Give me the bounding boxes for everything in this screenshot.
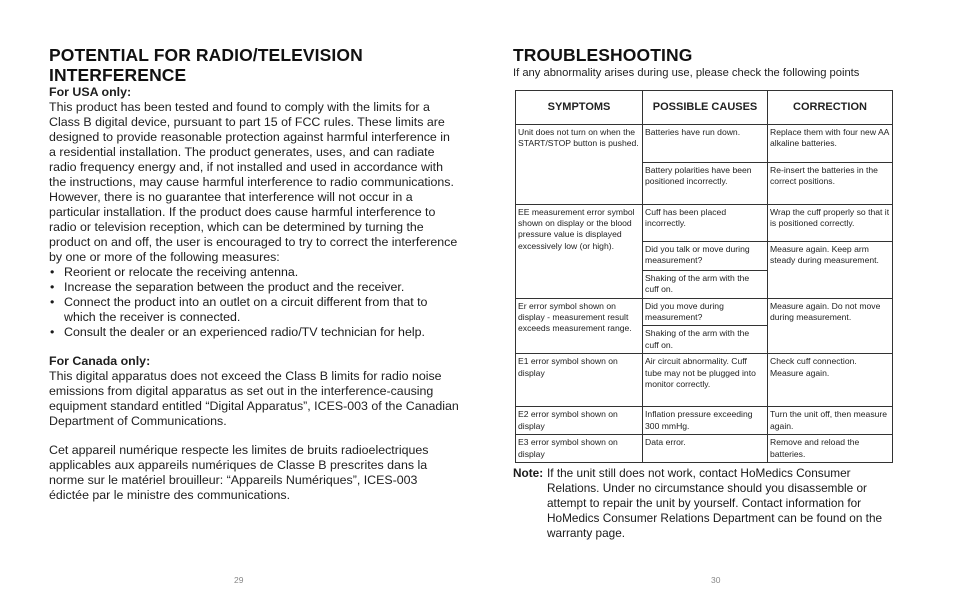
list-item: • Connect the product into an outlet on a circuit different from that to which the receiver is connected.	[49, 295, 459, 325]
symptom-cell: Unit does not turn on when the START/STOP button is pushed.	[516, 125, 643, 205]
canada-subhead: For Canada only:	[49, 354, 151, 368]
table-row	[516, 299, 893, 326]
header-possible-causes: POSSIBLE CAUSES	[643, 91, 768, 125]
correction-cell: Remove and reload the batteries.	[768, 435, 893, 463]
cause-cell: Shaking of the arm with the cuff on.	[643, 326, 768, 354]
correction-cell: Replace them with four new AA alkaline batteries.	[768, 125, 893, 163]
note	[513, 466, 893, 541]
usa-body: This product has been tested and found to comply with the limits for a Class B digital device, pursuant to part 15 of FCC rules. These limits are designed to provide reasonable protection against harmful interference in a residential installation. The product generates, uses, and can radiate radio frequency energy and, if not installed and used in accordance with the instructions, may cause harmful interference to radio communications. However, there is no guarantee that interference will not occur in a particular installation. If the product does cause harmful interference to radio or television reception, which can be determined by turning the product on and off, the user is encouraged to try to correct the interference by one or more of the following measures:	[49, 100, 458, 264]
cause-cell: Inflation pressure exceeding 300 mmHg.	[643, 407, 768, 435]
symptom-cell: E1 error symbol shown on display	[516, 354, 643, 407]
correction-cell: Measure again. Do not move during measurement.	[768, 299, 893, 354]
usa-subhead: For USA only:	[49, 85, 132, 99]
cause-cell: Air circuit abnormality. Cuff tube may not be plugged into monitor correctly.	[643, 354, 768, 407]
cause-cell: Cuff has been placed incorrectly.	[643, 205, 768, 242]
cause-cell: Battery polarities have been positioned incorrectly.	[643, 163, 768, 205]
list-item: • Reorient or relocate the receiving antenna.	[49, 265, 459, 280]
cause-cell: Shaking of the arm with the cuff on.	[643, 271, 768, 299]
correction-cell: Measure again. Keep arm steady during measurement.	[768, 242, 893, 299]
table-row	[516, 354, 893, 407]
list-item: • Increase the separation between the product and the receiver.	[49, 280, 459, 295]
interference-heading: POTENTIAL FOR RADIO/TELEVISION INTERFERENCE	[49, 45, 363, 85]
note-label: Note:	[513, 466, 544, 480]
troubleshooting-heading: TROUBLESHOOTING	[513, 45, 693, 65]
table-header-row	[516, 91, 893, 125]
symptom-cell: Er error symbol shown on display - measurement result exceeds measurement range.	[516, 299, 643, 354]
interference-content	[49, 85, 459, 503]
list-item: • Consult the dealer or an experienced radio/TV technician for help.	[49, 325, 459, 340]
measures-list	[49, 265, 459, 340]
cause-cell: Did you move during measurement?	[643, 299, 768, 326]
correction-cell: Re-insert the batteries in the correct positions.	[768, 163, 893, 205]
table-row	[516, 407, 893, 435]
canada-body: This digital apparatus does not exceed the Class B limits for radio noise emissions from digital apparatus as set out in the interference-causing equipment standard entitled “Digital Apparatus”, ICES-003 of the Canadian Department of Communications.	[49, 369, 459, 428]
cause-cell: Did you talk or move during measurement?	[643, 242, 768, 271]
table-row	[516, 125, 893, 163]
symptom-cell: E2 error symbol shown on display	[516, 407, 643, 435]
note-text: If the unit still does not work, contact HoMedics Consumer Relations. Under no circumstance should you disassemble or attempt to repair the unit by yourself. Contact information for HoMedics Consumer Relations Department can be found on the warranty page.	[547, 466, 883, 540]
correction-cell: Wrap the cuff properly so that it is positioned correctly.	[768, 205, 893, 242]
cause-cell: Batteries have run down.	[643, 125, 768, 163]
symptom-cell: EE measurement error symbol shown on display or the blood pressure value is displayed excessively low (or high).	[516, 205, 643, 299]
page-number-left: 29	[234, 575, 244, 585]
correction-cell: Turn the unit off, then measure again.	[768, 407, 893, 435]
header-correction: CORRECTION	[768, 91, 893, 125]
troubleshooting-table	[515, 90, 893, 463]
french-body: Cet appareil numérique respecte les limites de bruits radioelectriques applicables aux appareils numériques de Classe B prescrites dans la norme sur le matériel brouilleur: “Appareils Numériques”, ICES-003 édictée par le ministre des communications.	[49, 443, 429, 502]
table-row	[516, 205, 893, 242]
table-row	[516, 435, 893, 463]
correction-cell: Check cuff connection. Measure again.	[768, 354, 893, 407]
page-number-right: 30	[711, 575, 721, 585]
symptom-cell: E3 error symbol shown on display	[516, 435, 643, 463]
cause-cell: Data error.	[643, 435, 768, 463]
troubleshooting-intro: If any abnormality arises during use, please check the following points	[513, 67, 860, 79]
header-symptoms: SYMPTOMS	[516, 91, 643, 125]
